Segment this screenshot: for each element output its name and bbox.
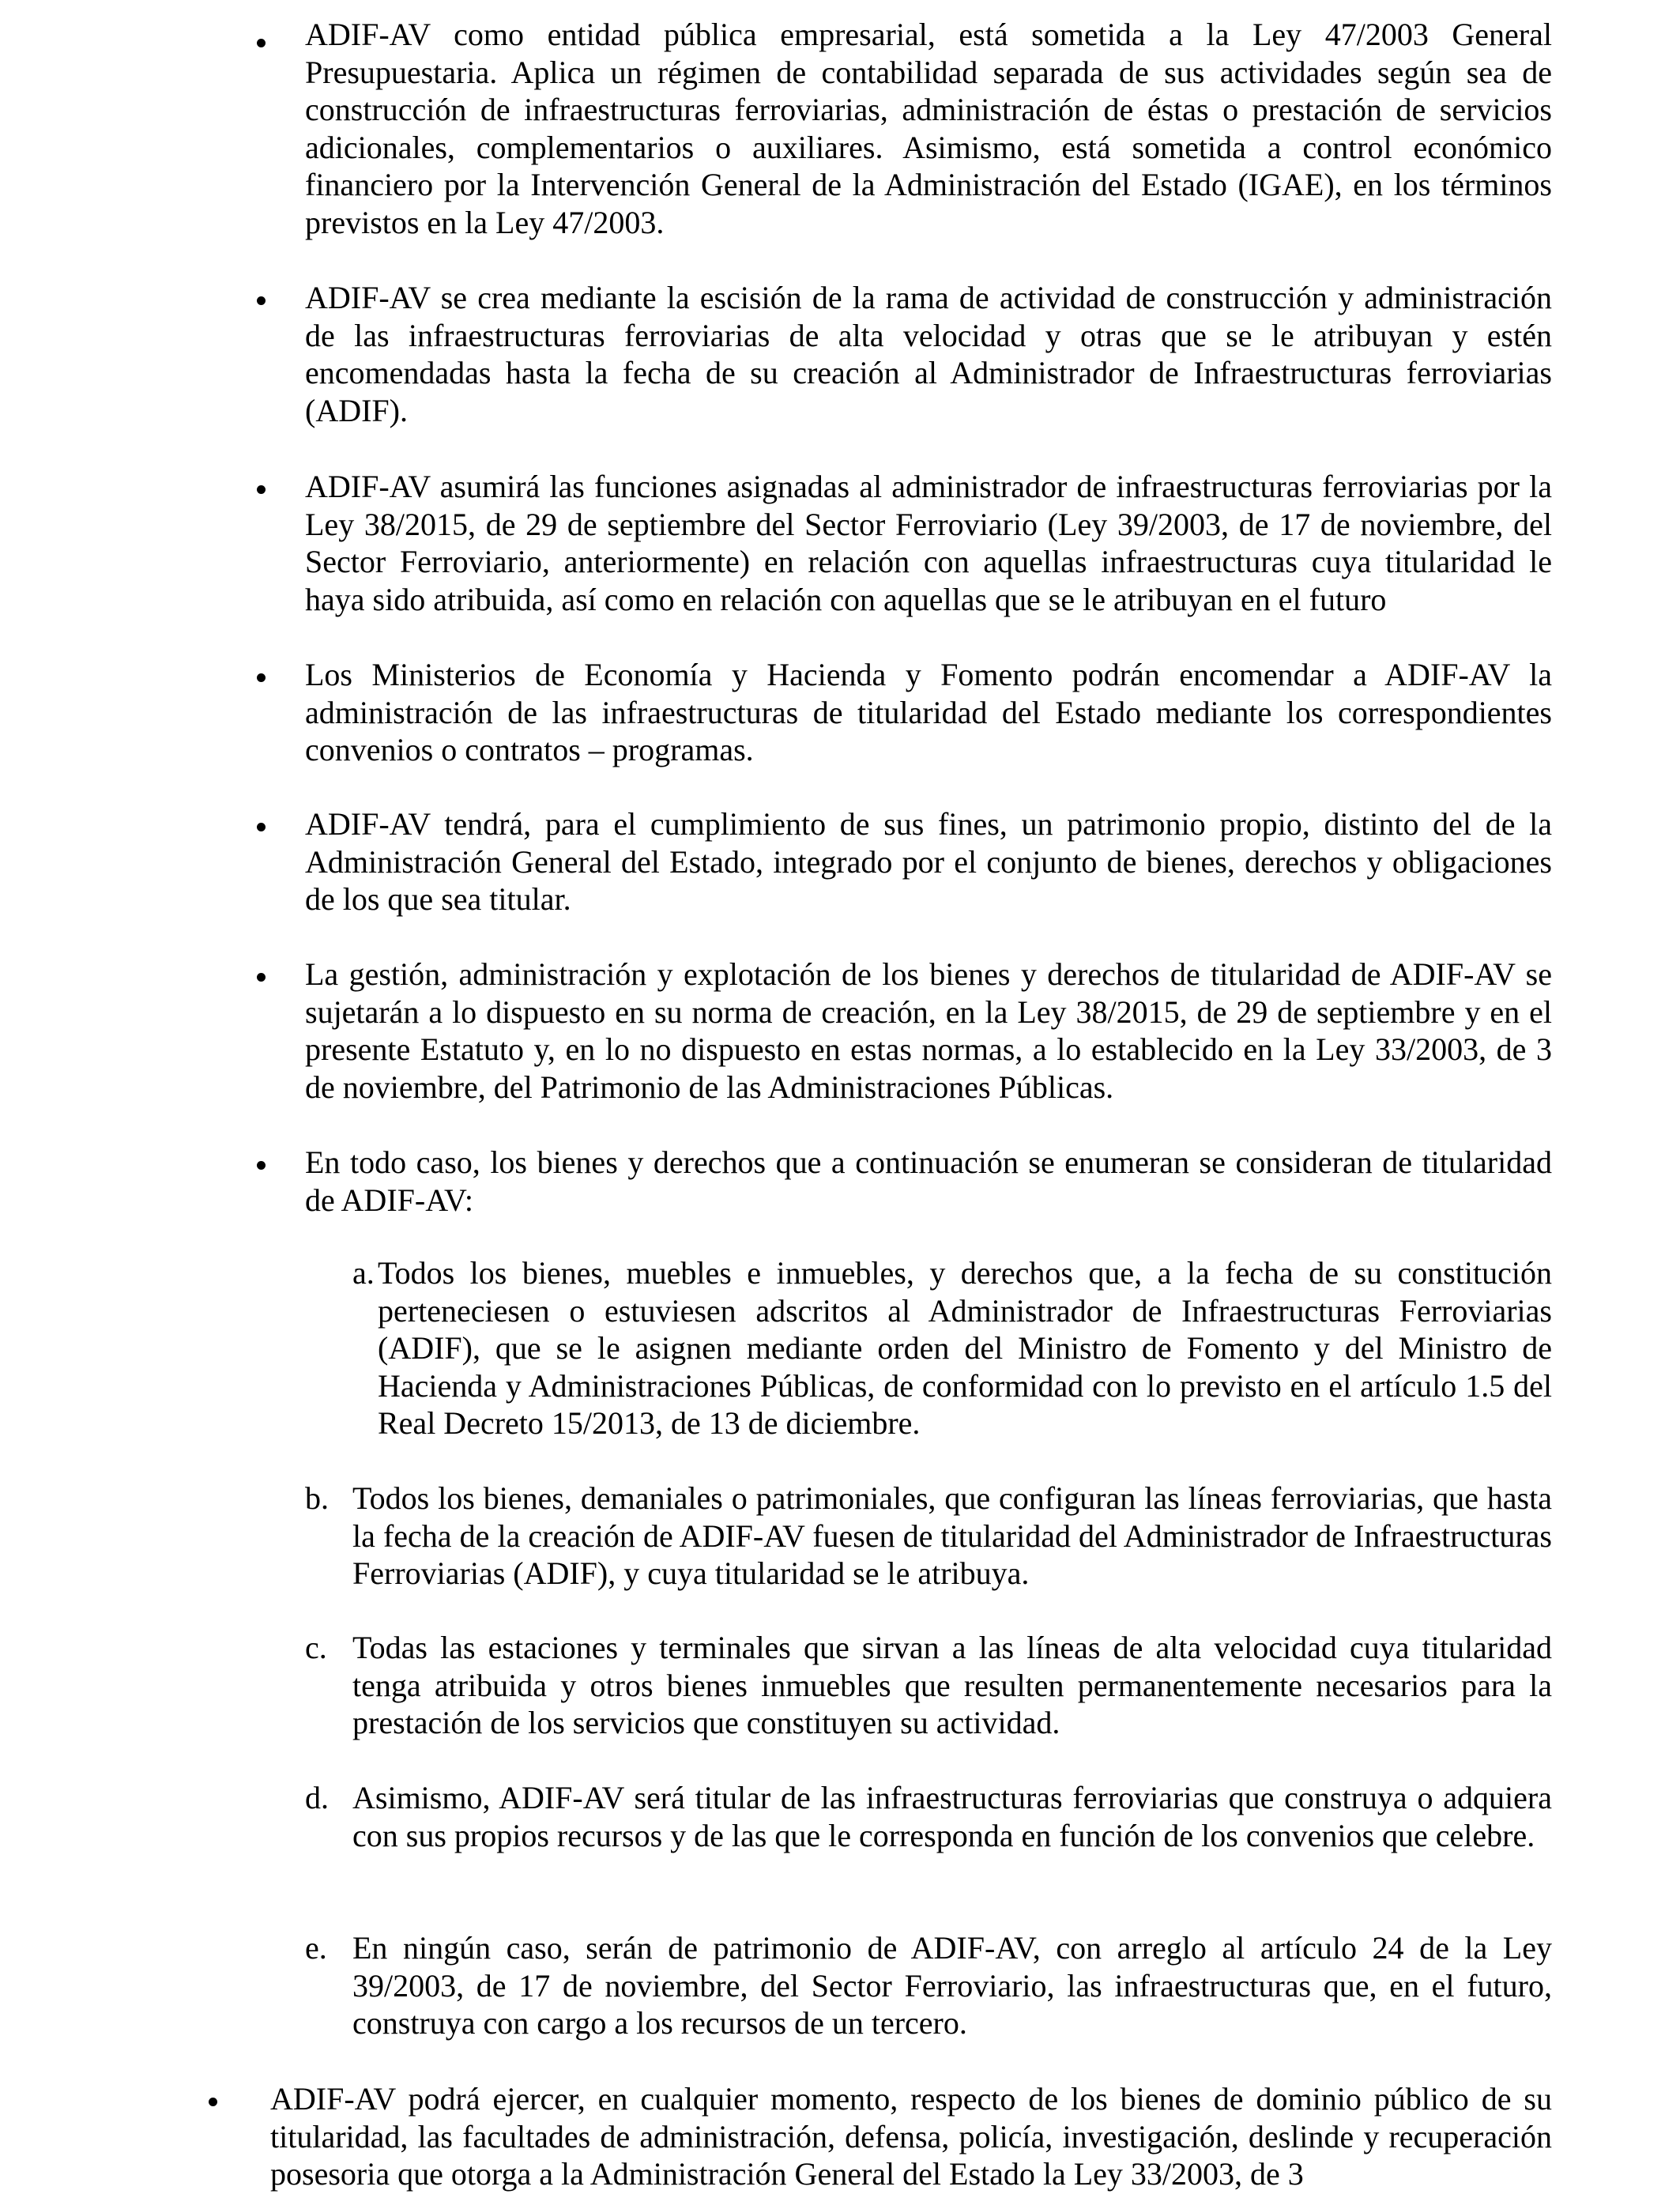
bullet-item: ADIF-AV se crea mediante la escisión de la rama de actividad de construcción y administración de las infraestructuras ferroviarias de alta velocidad y otras que se le atribuyan y estén encomendadas hasta la fecha de su creación al Administrador de Infraestructuras ferroviarias (ADIF). (305, 280, 1552, 428)
bullet-item: En todo caso, los bienes y derechos que a continuación se enumeran se consideran de titularidad de ADIF-AV: (305, 1144, 1552, 1218)
bullet-marker (257, 673, 266, 682)
bullet-item: Los Ministerios de Economía y Hacienda y Fomento podrán encomendar a ADIF-AV la administración de las infraestructuras de titularidad del Estado mediante los correspondientes convenios o contratos – programas. (305, 657, 1552, 767)
bullet-marker (209, 2098, 217, 2106)
lettered-item: Todos los bienes, demaniales o patrimoniales, que configuran las líneas ferroviarias, que hasta la fecha de la creación de ADIF-AV fuesen de titularidad del Administrador de Infraestructuras Ferroviarias (ADIF), y cuya titularidad se le atribuya. (352, 1480, 1552, 1591)
list-letter: e. (305, 1930, 327, 1966)
list-letter: b. (305, 1480, 329, 1516)
bullet-item: ADIF-AV como entidad pública empresarial, está sometida a la Ley 47/2003 General Presupuestaria. Aplica un régimen de contabilidad separada de sus actividades según sea de construcción de infraestructuras ferroviarias, administración de éstas o prestación de servicios adicionales, complementarios o auxiliares. Asimismo, está sometida a control económico financiero por la Intervención General de la Administración del Estado (IGAE), en los términos previstos en la Ley 47/2003. (305, 17, 1552, 240)
list-letter: d. (305, 1780, 329, 1815)
lettered-item: Todos los bienes, muebles e inmuebles, y derechos que, a la fecha de su constitución perteneciesen o estuviesen adscritos al Administrador de Infraestructuras Ferroviarias (ADIF), que se le asignen mediante orden del Ministro de Fomento y del Ministro de Hacienda y Administraciones Públicas, de conformidad con lo previsto en el artículo 1.5 del Real Decreto 15/2013, de 13 de diciembre. (378, 1255, 1552, 1441)
list-letter: c. (305, 1630, 327, 1665)
bullet-item: ADIF-AV tendrá, para el cumplimiento de sus fines, un patrimonio propio, distinto del de la Administración General del Estado, integrado por el conjunto de bienes, derechos y obligaciones de los que sea titular. (305, 806, 1552, 917)
bullet-item: ADIF-AV podrá ejercer, en cualquier momento, respecto de los bienes de dominio público de su titularidad, las facultades de administración, defensa, policía, investigación, deslinde y recuperación posesoria que otorga a la Administración General del Estado la Ley 33/2003, de 3 (270, 2081, 1552, 2192)
bullet-marker (257, 1161, 266, 1170)
lettered-item: Todas las estaciones y terminales que sirvan a las líneas de alta velocidad cuya titularidad tenga atribuida y otros bienes inmuebles que resulten permanentemente necesarios para la prestación de los servicios que constituyen su actividad. (352, 1630, 1552, 1740)
bullet-marker (257, 39, 266, 47)
bullet-item: La gestión, administración y explotación de los bienes y derechos de titularidad de ADIF-AV se sujetarán a lo dispuesto en su norma de creación, en la Ley 38/2015, de 29 de septiembre y en el presente Estatuto y, en lo no dispuesto en estas normas, a lo establecido en la Ley 33/2003, de 3 de noviembre, del Patrimonio de las Administraciones Públicas. (305, 956, 1552, 1105)
bullet-marker (257, 296, 266, 305)
bullet-marker (257, 823, 266, 831)
bullet-item: ADIF-AV asumirá las funciones asignadas al administrador de infraestructuras ferroviarias por la Ley 38/2015, de 29 de septiembre del Sector Ferroviario (Ley 39/2003, de 17 de noviembre, del Sector Ferroviario, anteriormente) en relación con aquellas infraestructuras cuya titularidad le haya sido atribuida, así como en relación con aquellas que se le atribuyan en el futuro (305, 469, 1552, 617)
list-letter: a. (352, 1255, 375, 1291)
lettered-item: En ningún caso, serán de patrimonio de ADIF-AV, con arreglo al artículo 24 de la Ley 39/2003, de 17 de noviembre, del Sector Ferroviario, las infraestructuras que, en el futuro, construya con cargo a los recursos de un tercero. (352, 1930, 1552, 2041)
lettered-item: Asimismo, ADIF-AV será titular de las infraestructuras ferroviarias que construya o adquiera con sus propios recursos y de las que le corresponda en función de los convenios que celebre. (352, 1780, 1552, 1853)
bullet-marker (257, 973, 266, 982)
bullet-marker (257, 485, 266, 494)
